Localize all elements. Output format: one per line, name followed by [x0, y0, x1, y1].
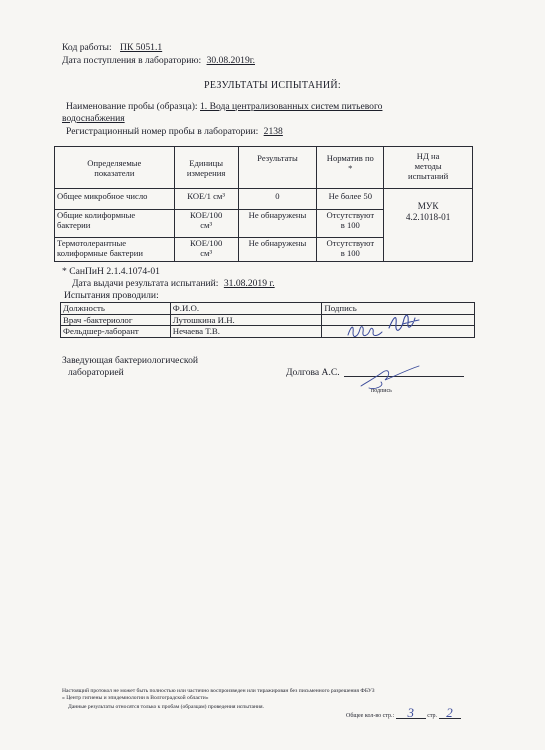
head-title-line-2: лабораторией	[68, 367, 124, 378]
header-name: Ф.И.О.	[170, 303, 322, 315]
issue-date-label: Дата выдачи результата испытаний:	[72, 278, 219, 289]
reg-number-line	[66, 126, 283, 137]
row-3-result: Не обнаружены	[238, 238, 317, 262]
header-unit: Единицы измерения	[174, 147, 238, 189]
staff-2-position: Фельдшер-лаборант	[61, 326, 171, 338]
document-title: РЕЗУЛЬТАТЫ ИСПЫТАНИЙ:	[204, 80, 341, 91]
row-3-indicator: Термотолерантные колиформные бактерии	[55, 238, 175, 262]
received-value: 30.08.2019г.	[206, 55, 255, 66]
staff-1-position: Врач -бактериолог	[61, 314, 171, 326]
staff-1-name: Лутошкина И.Н.	[170, 314, 322, 326]
conducted-label: Испытания проводили:	[64, 290, 159, 301]
header-method: НД на методы испытаний	[384, 147, 473, 189]
staff-2-name: Нечаева Т.В.	[170, 326, 322, 338]
issue-date-line	[72, 278, 275, 289]
head-signature-image	[355, 360, 435, 394]
table-row	[55, 189, 473, 210]
results-table	[54, 146, 473, 262]
head-name: Долгова А.С.	[286, 367, 340, 378]
method-cell: МУК 4.2.1018-01	[384, 189, 473, 262]
job-code-label: Код работы:	[62, 42, 112, 53]
header-indicator: Определяемые показатели	[55, 147, 175, 189]
issue-date-value: 31.08.2019 г.	[223, 278, 275, 289]
header-result: Результаты	[238, 147, 317, 189]
job-code-line	[62, 42, 162, 53]
sample-name-line	[66, 101, 382, 112]
sample-name-value-2: водоснабжения	[62, 113, 125, 124]
signature-1-image	[385, 310, 421, 336]
row-1-result: 0	[238, 189, 317, 210]
footer-line-3: Данные результаты относятся только к пробам (образцам) проведения испытания.	[68, 704, 264, 710]
pages-total: 3	[396, 708, 426, 719]
row-1-indicator: Общее микробное число	[55, 189, 175, 210]
row-1-unit: КОЕ/1 см³	[174, 189, 238, 210]
received-date-line	[62, 55, 255, 66]
header-position: Должность	[61, 303, 171, 315]
page-label: стр.	[427, 713, 438, 719]
job-code-value: ПК 5051.1	[120, 42, 163, 53]
footer-page-count	[346, 705, 461, 720]
pages-label: Общее кол-во стр.:	[346, 713, 395, 719]
head-title-line-1: Заведующая бактериологической	[62, 355, 199, 366]
head-signature-caption: подпись	[371, 388, 392, 394]
row-3-norm: Отсутствуют в 100	[317, 238, 384, 262]
received-label: Дата поступления в лабораторию:	[62, 55, 202, 66]
row-1-norm: Не более 50	[317, 189, 384, 210]
sample-name-label: Наименование пробы (образца):	[66, 101, 198, 112]
reg-number-value: 2138	[263, 126, 283, 137]
header-signature: Подпись	[322, 303, 475, 315]
page-number: 2	[439, 708, 461, 719]
row-2-indicator: Общие колиформные бактерии	[55, 210, 175, 238]
footer-line-1: Настоящий протокол не может быть полностью или частично воспроизведен или тиражирован без письменного разрешения ФБУЗ	[62, 688, 375, 694]
row-3-unit: КОЕ/100 см³	[174, 238, 238, 262]
results-header-row	[55, 147, 473, 189]
reg-number-label: Регистрационный номер пробы в лаборатории:	[66, 126, 259, 137]
sample-name-value-1: 1. Вода централизованных систем питьевого	[200, 101, 383, 112]
row-2-unit: КОЕ/100 см³	[174, 210, 238, 238]
footer-line-2: « Центр гигиены и эпидемиологии в Волгоградской области»	[62, 695, 209, 701]
header-norm: Норматив по *	[317, 147, 384, 189]
row-2-result: Не обнаружены	[238, 210, 317, 238]
signature-2-image	[345, 320, 385, 342]
row-2-norm: Отсутствуют в 100	[317, 210, 384, 238]
footnote: * СанПиН 2.1.4.1074-01	[62, 266, 160, 277]
